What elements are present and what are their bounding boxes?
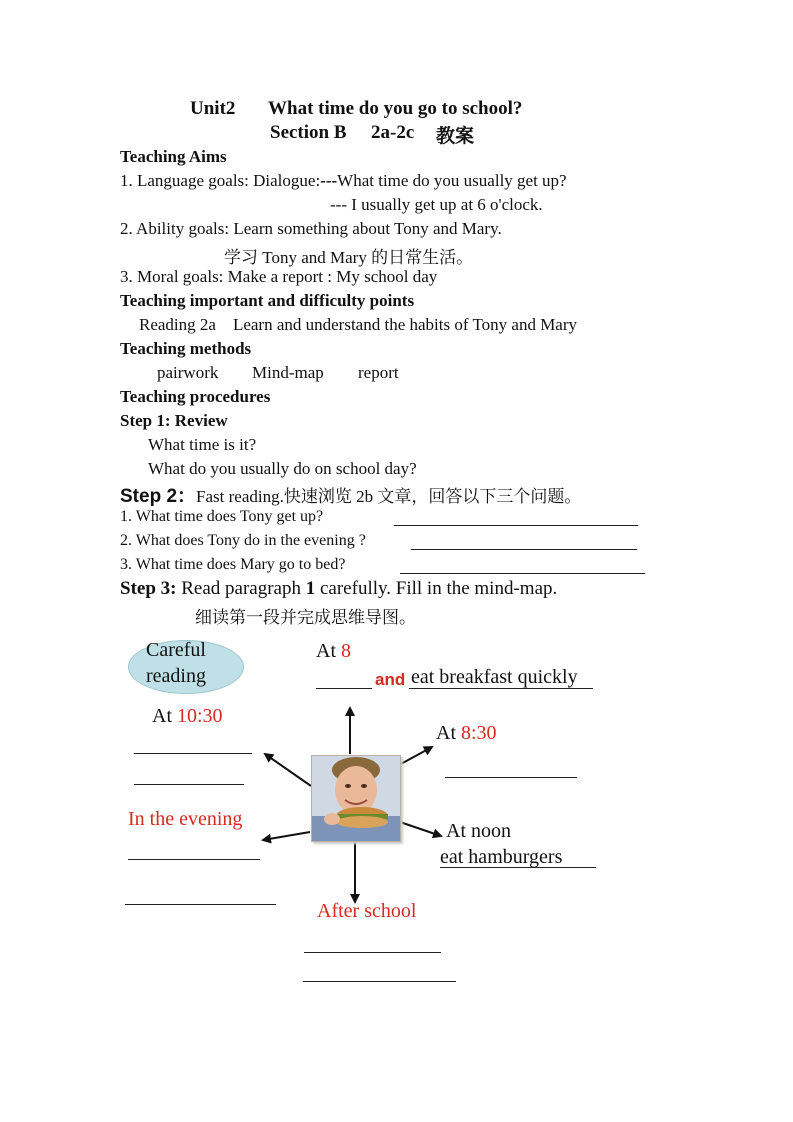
right-time: At 8:30 [436,722,497,744]
aim-1: 1. Language goals: Dialogue:---What time do you usually get up? [120,171,567,190]
section-range: 2a-2c [371,122,415,143]
method-mind-map: Mind-map [252,363,324,382]
step3-line: Step 3: Read paragraph 1 carefully. Fill in the mind-map. [120,578,558,599]
step2-question-1: 1. What time does Tony get up? [120,508,324,525]
step2-question-2: 2. What does Tony do in the evening ? [120,532,366,549]
arrow-upper-right [399,747,432,765]
evening-label: In the evening [128,808,243,830]
points-text: Reading 2a Learn and understand the habits of Tony and Mary [139,315,578,334]
noon-label: At noon [446,820,511,842]
arrow-left [263,832,310,840]
after-school-label: After school [317,900,417,922]
bubble-line-1: Careful [146,639,206,661]
step2-text: Fast reading.快速浏览 2b 文章，回答以下三个问题。 [196,487,582,506]
step3-chinese: 细读第一段并完成思维导图。 [195,608,416,627]
left-time: At 10:30 [152,705,223,727]
arrow-upper-left [265,754,311,786]
bubble-line-2: reading [146,665,206,687]
top-time: At 8 [316,640,351,662]
aim-3: 3. Moral goals: Make a report : My school day [120,267,438,286]
unit-question: What time do you go to school? [268,98,523,119]
step1-heading: Step 1: Review [120,411,228,430]
aim-2-chinese: 学习 Tony and Mary 的日常生活。 [224,248,474,267]
top-activity: eat breakfast quickly [411,666,578,688]
noon-activity: eat hamburgers [440,846,563,868]
step2-question-3: 3. What time does Mary go to bed? [120,556,346,573]
boy-eating-hamburger-image [312,756,400,841]
points-heading: Teaching important and difficulty points [120,291,415,310]
aim-2: 2. Ability goals: Learn something about Tony and Mary. [120,219,502,238]
step3-label: Step 3: [120,578,177,599]
step1-question-1: What time is it? [148,435,257,454]
method-report: report [358,363,399,382]
top-and: and [375,670,406,689]
step2-label: Step 2： [120,486,197,507]
unit-label: Unit2 [190,98,236,119]
section-label: Section B [270,122,347,143]
jiaoan-label: 教案 [436,126,475,147]
methods-heading: Teaching methods [120,339,252,358]
boy-photo [311,755,401,842]
aim-1-answer: --- I usually get up at 6 o'clock. [330,195,543,214]
aims-heading: Teaching Aims [120,147,227,166]
step1-question-2: What do you usually do on school day? [148,459,417,478]
arrow-right [400,822,441,836]
procedures-heading: Teaching procedures [120,387,271,406]
method-pairwork: pairwork [157,363,219,382]
